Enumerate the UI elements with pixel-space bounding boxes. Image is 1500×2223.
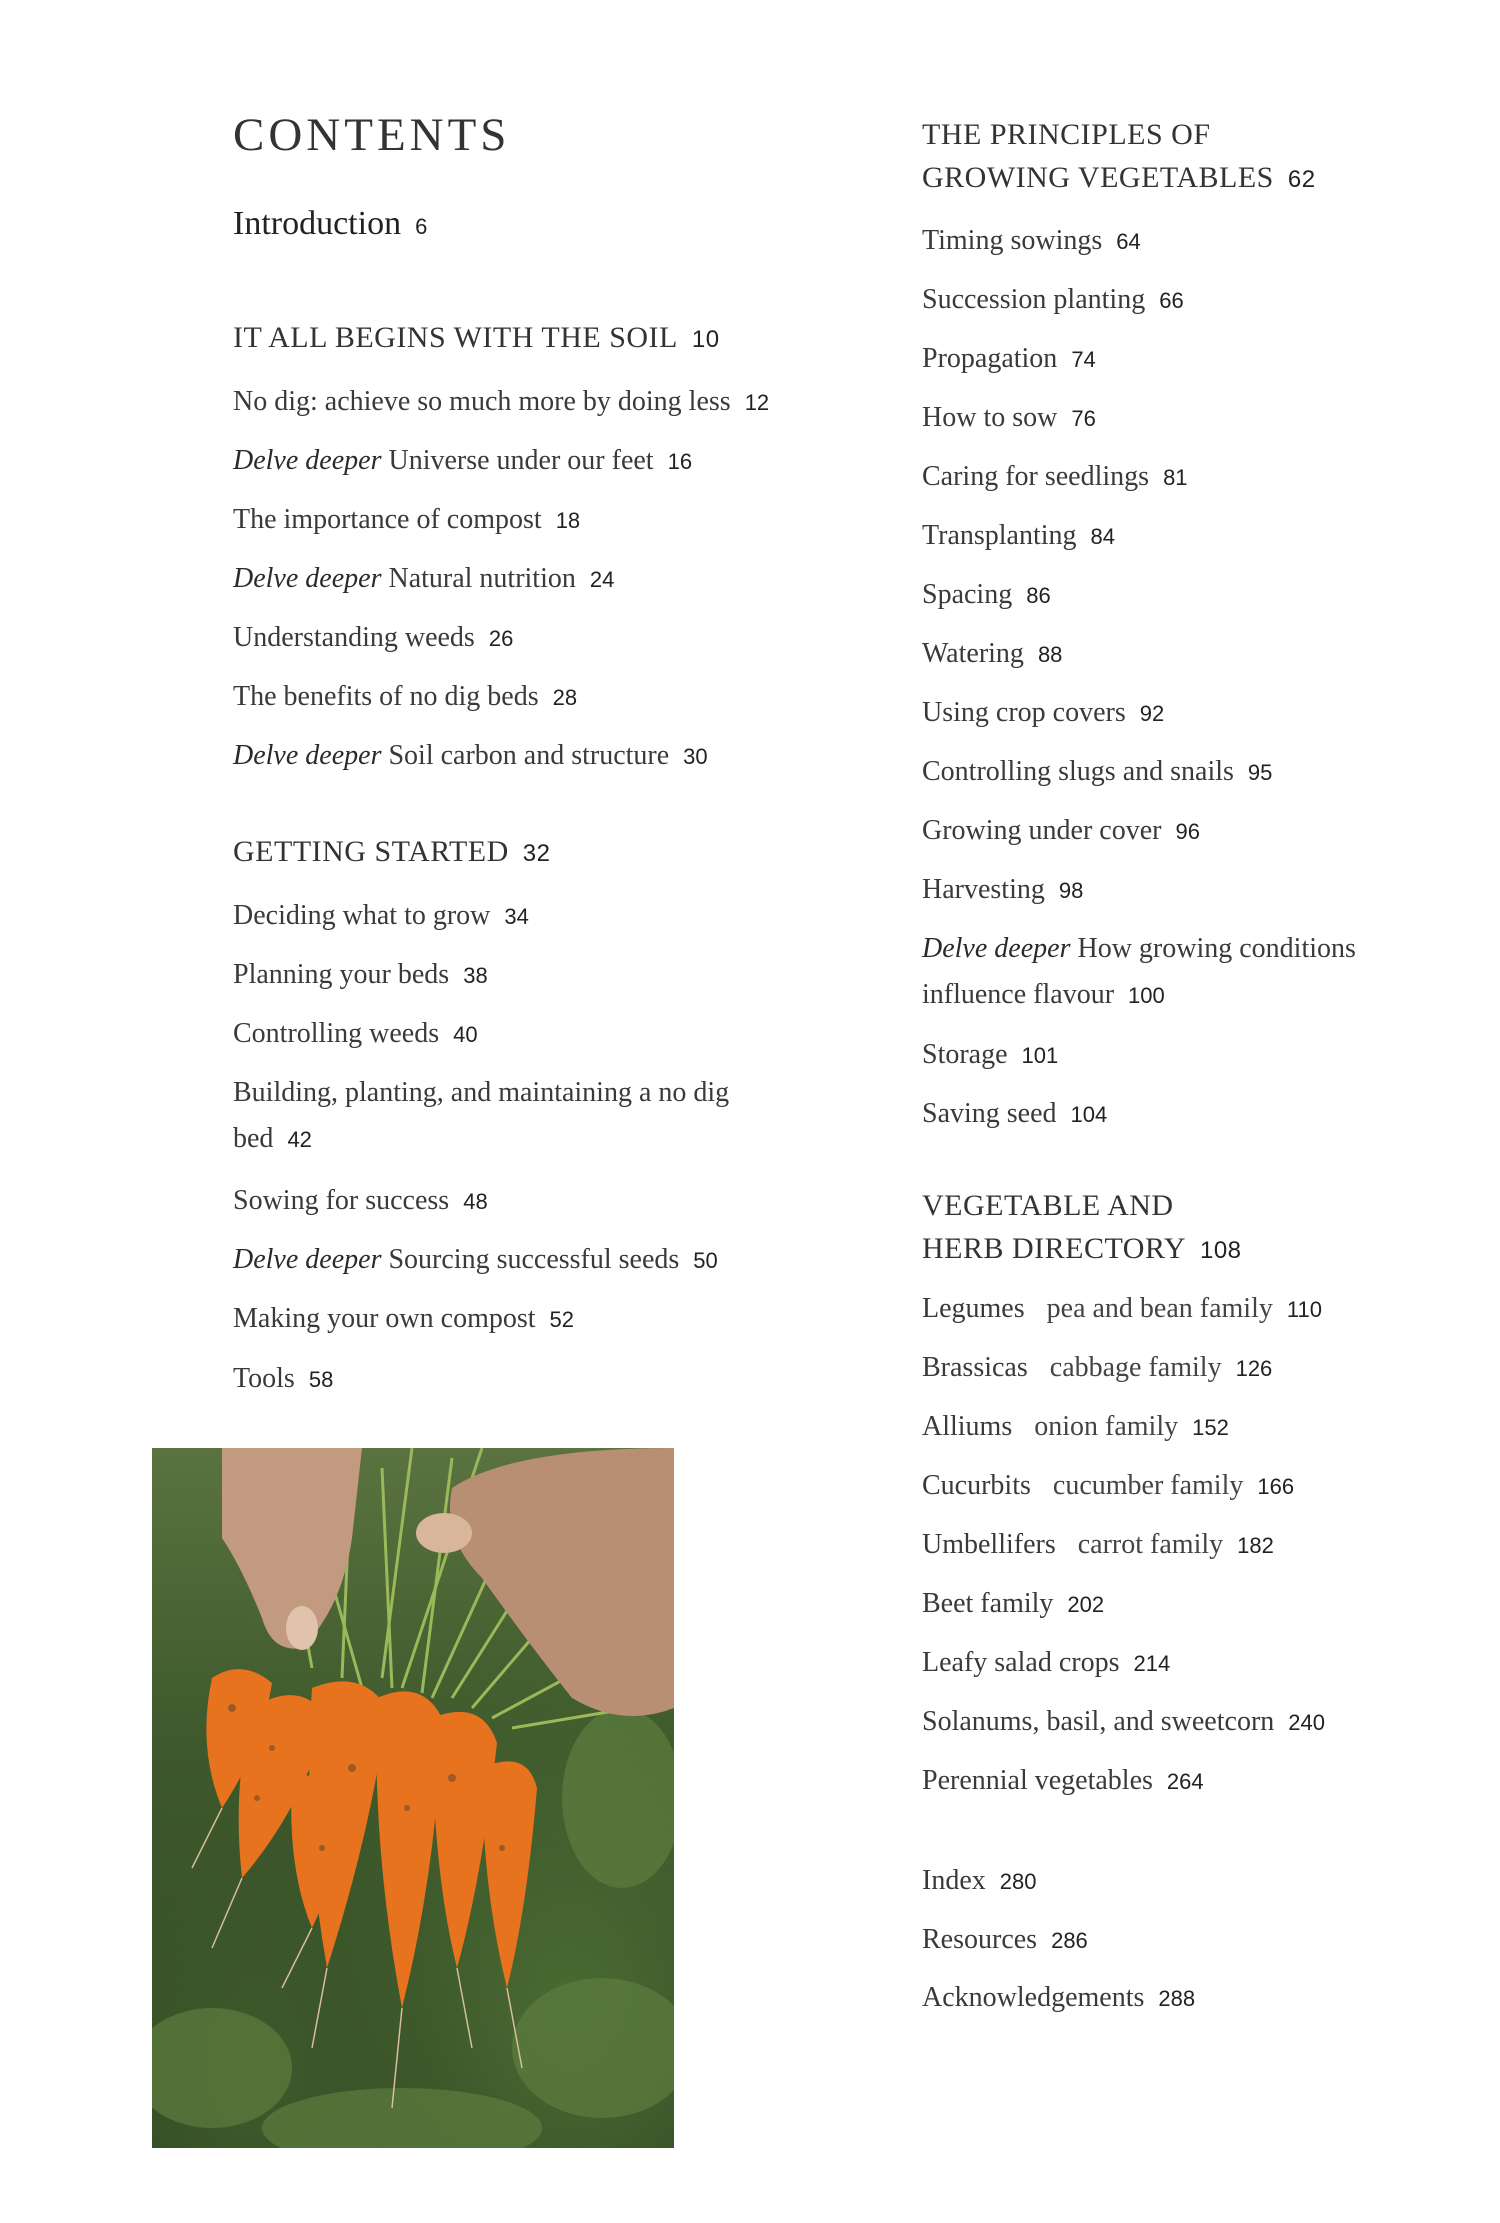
entry-title: Succession planting: [922, 284, 1146, 315]
page-number: 101: [1021, 1043, 1059, 1068]
section-title-line: THE PRINCIPLES OF: [922, 118, 1211, 151]
entry-title: Growing under cover: [922, 815, 1162, 846]
entry-title: Natural nutrition: [388, 563, 576, 594]
page-number: 62: [1287, 166, 1316, 193]
page-number: 34: [504, 904, 529, 929]
page-number: 95: [1247, 760, 1273, 785]
page-number: 24: [589, 567, 615, 592]
entry-title: Harvesting: [922, 874, 1045, 905]
section-heading-directory[interactable]: [922, 1184, 1242, 1272]
toc-entry[interactable]: [233, 1070, 733, 1163]
page-number: 50: [693, 1248, 718, 1273]
entry-title: Cucurbits: [922, 1470, 1031, 1501]
entry-title: Controlling slugs and snails: [922, 756, 1234, 787]
page-number: 16: [667, 449, 693, 474]
page-number: 214: [1133, 1651, 1171, 1676]
toc-entry[interactable]: [922, 926, 1442, 1019]
entry-title: Tools: [233, 1363, 295, 1394]
toc-entry[interactable]: [233, 733, 708, 780]
entry-title: Transplanting: [922, 520, 1077, 551]
entry-title: Propagation: [922, 343, 1058, 374]
section-heading-getting-started[interactable]: [233, 830, 550, 875]
toc-entry[interactable]: [922, 454, 1188, 501]
toc-entry-introduction[interactable]: [233, 205, 427, 243]
toc-entry[interactable]: [233, 556, 614, 603]
page-number: 86: [1026, 583, 1051, 608]
toc-entry[interactable]: [233, 1296, 574, 1343]
entry-title: Spacing: [922, 579, 1013, 610]
entry-title: Controlling weeds: [233, 1018, 440, 1049]
entry-subtitle: onion family: [1034, 1411, 1179, 1442]
page-number: 126: [1235, 1356, 1273, 1381]
entry-title: Watering: [922, 638, 1024, 669]
entry-title: Timing sowings: [922, 225, 1103, 256]
toc-entry[interactable]: [922, 395, 1096, 442]
toc-entry[interactable]: [233, 952, 488, 999]
toc-entry[interactable]: [922, 572, 1051, 619]
page-number: 92: [1139, 701, 1165, 726]
page-number: 74: [1071, 347, 1096, 372]
page-number: 182: [1237, 1533, 1274, 1558]
page-number: 81: [1163, 465, 1188, 490]
page-number: 10: [691, 326, 720, 353]
toc-entry-index[interactable]: [922, 1858, 1036, 1905]
page-title: CONTENTS: [233, 109, 511, 161]
toc-entry[interactable]: [922, 1581, 1104, 1628]
entry-title: Acknowledgements: [922, 1982, 1145, 2013]
page-number: 280: [999, 1869, 1037, 1894]
page-number: 48: [463, 1189, 488, 1214]
toc-entry[interactable]: [922, 808, 1200, 855]
toc-entry[interactable]: [233, 1356, 333, 1403]
page-number: 6: [415, 214, 428, 239]
page-number: 64: [1116, 229, 1141, 254]
section-title-line: GROWING VEGETABLES: [922, 161, 1274, 194]
page-number: 108: [1199, 1237, 1242, 1264]
entry-title: How to sow: [922, 402, 1058, 433]
page-number: 12: [744, 390, 770, 415]
page-number: 58: [308, 1367, 334, 1392]
page-number: 240: [1288, 1710, 1325, 1735]
delve-deeper-label: Delve deeper: [922, 933, 1071, 964]
page-number: 166: [1257, 1474, 1295, 1499]
toc-entry[interactable]: [233, 1011, 478, 1058]
entry-subtitle: cabbage family: [1049, 1352, 1222, 1383]
page-number: 40: [453, 1022, 478, 1047]
entry-title: Soil carbon and structure: [388, 740, 670, 771]
entry-title: Umbellifers: [922, 1529, 1056, 1560]
toc-entry[interactable]: [922, 749, 1272, 796]
toc-entry[interactable]: [922, 1286, 1322, 1333]
entry-title: Brassicas: [922, 1352, 1028, 1383]
page-number: 202: [1067, 1592, 1105, 1617]
page-number: 42: [287, 1127, 312, 1152]
page-number: 66: [1159, 288, 1184, 313]
page-number: 84: [1090, 524, 1116, 549]
toc-entry[interactable]: [922, 1463, 1294, 1510]
entry-title: Alliums: [922, 1411, 1013, 1442]
entry-title: Planning your beds: [233, 959, 450, 990]
toc-entry[interactable]: [922, 1404, 1229, 1451]
page-number: 28: [552, 685, 578, 710]
toc-entry[interactable]: [922, 336, 1096, 383]
page-number: 18: [555, 508, 581, 533]
entry-title: Understanding weeds: [233, 622, 475, 653]
toc-entry-acknowledgements[interactable]: [922, 1975, 1195, 2022]
toc-entry[interactable]: [922, 277, 1184, 324]
page-number: 88: [1037, 642, 1063, 667]
entry-title: Universe under our feet: [388, 445, 654, 476]
page-number: 110: [1286, 1297, 1322, 1322]
entry-title: Sourcing successful seeds: [388, 1244, 680, 1275]
toc-entry[interactable]: [233, 1178, 488, 1225]
page-number: 38: [463, 963, 488, 988]
toc-entry[interactable]: [922, 690, 1164, 737]
entry-title: Building, planting, and maintaining a no dig bed: [233, 1077, 730, 1154]
delve-deeper-label: Delve deeper: [233, 740, 382, 771]
page-number: 288: [1158, 1986, 1196, 2011]
toc-entry[interactable]: [922, 1032, 1058, 1079]
page-number: 286: [1051, 1928, 1088, 1953]
toc-entry[interactable]: [922, 1758, 1204, 1805]
entry-title: Storage: [922, 1039, 1008, 1070]
toc-entry[interactable]: [922, 1522, 1274, 1569]
page-number: 52: [549, 1307, 575, 1332]
entry-subtitle: pea and bean family: [1046, 1293, 1273, 1324]
entry-title: Sowing for success: [233, 1185, 450, 1216]
toc-entry[interactable]: [233, 615, 513, 662]
page-number: 32: [522, 840, 551, 867]
toc-entry[interactable]: [922, 1091, 1107, 1138]
toc-entry[interactable]: [922, 1640, 1170, 1687]
toc-entry[interactable]: [922, 631, 1062, 678]
entry-title: Legumes: [922, 1293, 1025, 1324]
toc-entry[interactable]: [233, 893, 529, 940]
toc-entry[interactable]: [922, 513, 1115, 560]
entry-title: Leafy salad crops: [922, 1647, 1120, 1678]
toc-entry[interactable]: [233, 674, 577, 721]
entry-subtitle: cucumber family: [1052, 1470, 1244, 1501]
delve-deeper-label: Delve deeper: [233, 1244, 382, 1275]
toc-entry[interactable]: [922, 1345, 1272, 1392]
page-number: 30: [683, 744, 708, 769]
page-number: 26: [488, 626, 514, 651]
delve-deeper-label: Delve deeper: [233, 563, 382, 594]
toc-entry[interactable]: [233, 438, 692, 485]
page-number: 152: [1192, 1415, 1229, 1440]
toc-entry[interactable]: [233, 1237, 718, 1284]
carrots-photo: [152, 1448, 674, 2148]
section-heading-soil[interactable]: [233, 316, 720, 361]
toc-entry[interactable]: [233, 497, 580, 544]
toc-entry[interactable]: [233, 379, 769, 426]
delve-deeper-label: Delve deeper: [233, 445, 382, 476]
page-number: 76: [1071, 406, 1096, 431]
page-number: 98: [1058, 878, 1084, 903]
page-number: 264: [1166, 1769, 1204, 1794]
entry-title: Perennial vegetables: [922, 1765, 1153, 1796]
toc-entry-resources[interactable]: [922, 1917, 1088, 1964]
entry-title: No dig: achieve so much more by doing less: [233, 386, 731, 417]
entry-title: The importance of compost: [233, 504, 542, 535]
toc-entry[interactable]: [922, 1699, 1325, 1746]
carrots-illustration: [152, 1448, 674, 2148]
toc-entry[interactable]: [922, 218, 1141, 265]
entry-title: Caring for seedlings: [922, 461, 1150, 492]
entry-title: Resources: [922, 1924, 1038, 1955]
section-title-line: VEGETABLE AND: [922, 1189, 1174, 1222]
entry-title: Saving seed: [922, 1098, 1057, 1129]
entry-subtitle: carrot family: [1077, 1529, 1224, 1560]
entry-title: Using crop covers: [922, 697, 1126, 728]
entry-title: Solanums, basil, and sweetcorn: [922, 1706, 1275, 1737]
entry-title: Beet family: [922, 1588, 1054, 1619]
page-number: 96: [1175, 819, 1200, 844]
section-title-line: HERB DIRECTORY: [922, 1232, 1186, 1265]
entry-title: Index: [922, 1865, 986, 1896]
section-heading-principles[interactable]: [922, 113, 1316, 201]
entry-title: Making your own compost: [233, 1303, 536, 1334]
section-title: IT ALL BEGINS WITH THE SOIL: [233, 321, 678, 354]
page-number: 104: [1070, 1102, 1108, 1127]
toc-entry[interactable]: [922, 867, 1083, 914]
page-number: 100: [1128, 983, 1165, 1008]
entry-title: How growing conditions influence flavour: [922, 933, 1356, 1010]
section-title: GETTING STARTED: [233, 835, 509, 868]
entry-title: Introduction: [233, 205, 402, 242]
entry-title: Deciding what to grow: [233, 900, 491, 931]
entry-title: The benefits of no dig beds: [233, 681, 539, 712]
